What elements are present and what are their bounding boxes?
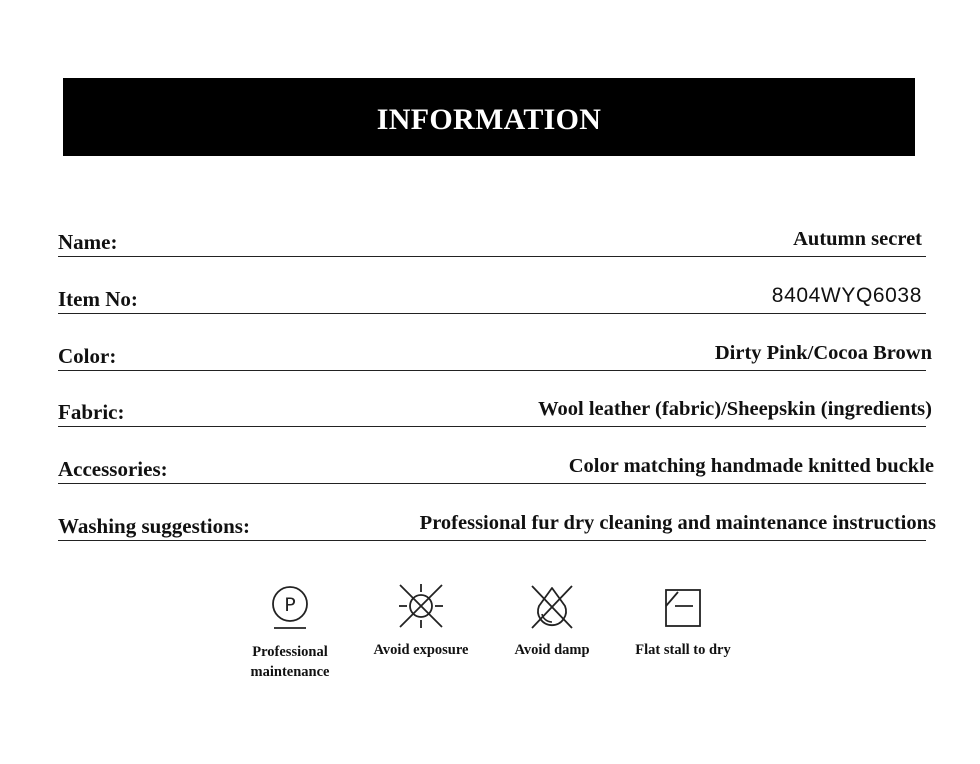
accessories-label: Accessories: (58, 457, 168, 481)
care-item-professional (225, 582, 355, 682)
professional-glyph: P (284, 594, 296, 616)
professional-dry-clean-icon (266, 582, 314, 632)
detail-row-accessories (58, 449, 934, 484)
care-label-avoid-exposure: Avoid exposure (373, 642, 469, 658)
detail-row-washing (58, 506, 936, 541)
care-item-avoid-exposure (356, 582, 486, 660)
color-label: Color: (58, 344, 117, 368)
page-title: INFORMATION (376, 103, 602, 136)
dry-flat-icon (659, 582, 707, 632)
care-item-flat-dry (618, 582, 748, 660)
item-no-label: Item No: (58, 287, 138, 311)
avoid-sun-icon (397, 582, 445, 632)
detail-row-name (58, 222, 926, 257)
care-label-flat-dry: Flat stall to dry (635, 642, 731, 658)
detail-row-item-no (58, 279, 926, 314)
header-banner (63, 78, 915, 156)
fabric-value: Wool leather (fabric)/Sheepskin (ingredients) (538, 398, 932, 420)
care-item-avoid-damp (487, 582, 617, 660)
washing-value: Professional fur dry cleaning and maintenance instructions (419, 512, 936, 534)
item-no-value: 8404WYQ6038 (771, 284, 922, 307)
detail-row-color (58, 336, 932, 371)
fabric-label: Fabric: (58, 400, 125, 424)
color-value: Dirty Pink/Cocoa Brown (714, 342, 932, 364)
avoid-damp-icon (528, 582, 576, 632)
detail-row-fabric (58, 392, 932, 427)
washing-label: Washing suggestions: (58, 514, 250, 538)
accessories-value: Color matching handmade knitted buckle (568, 455, 934, 477)
name-value: Autumn secret (793, 228, 922, 250)
care-label-professional: Professional maintenance (250, 644, 330, 680)
care-label-avoid-damp: Avoid damp (514, 642, 590, 658)
name-label: Name: (58, 230, 118, 254)
